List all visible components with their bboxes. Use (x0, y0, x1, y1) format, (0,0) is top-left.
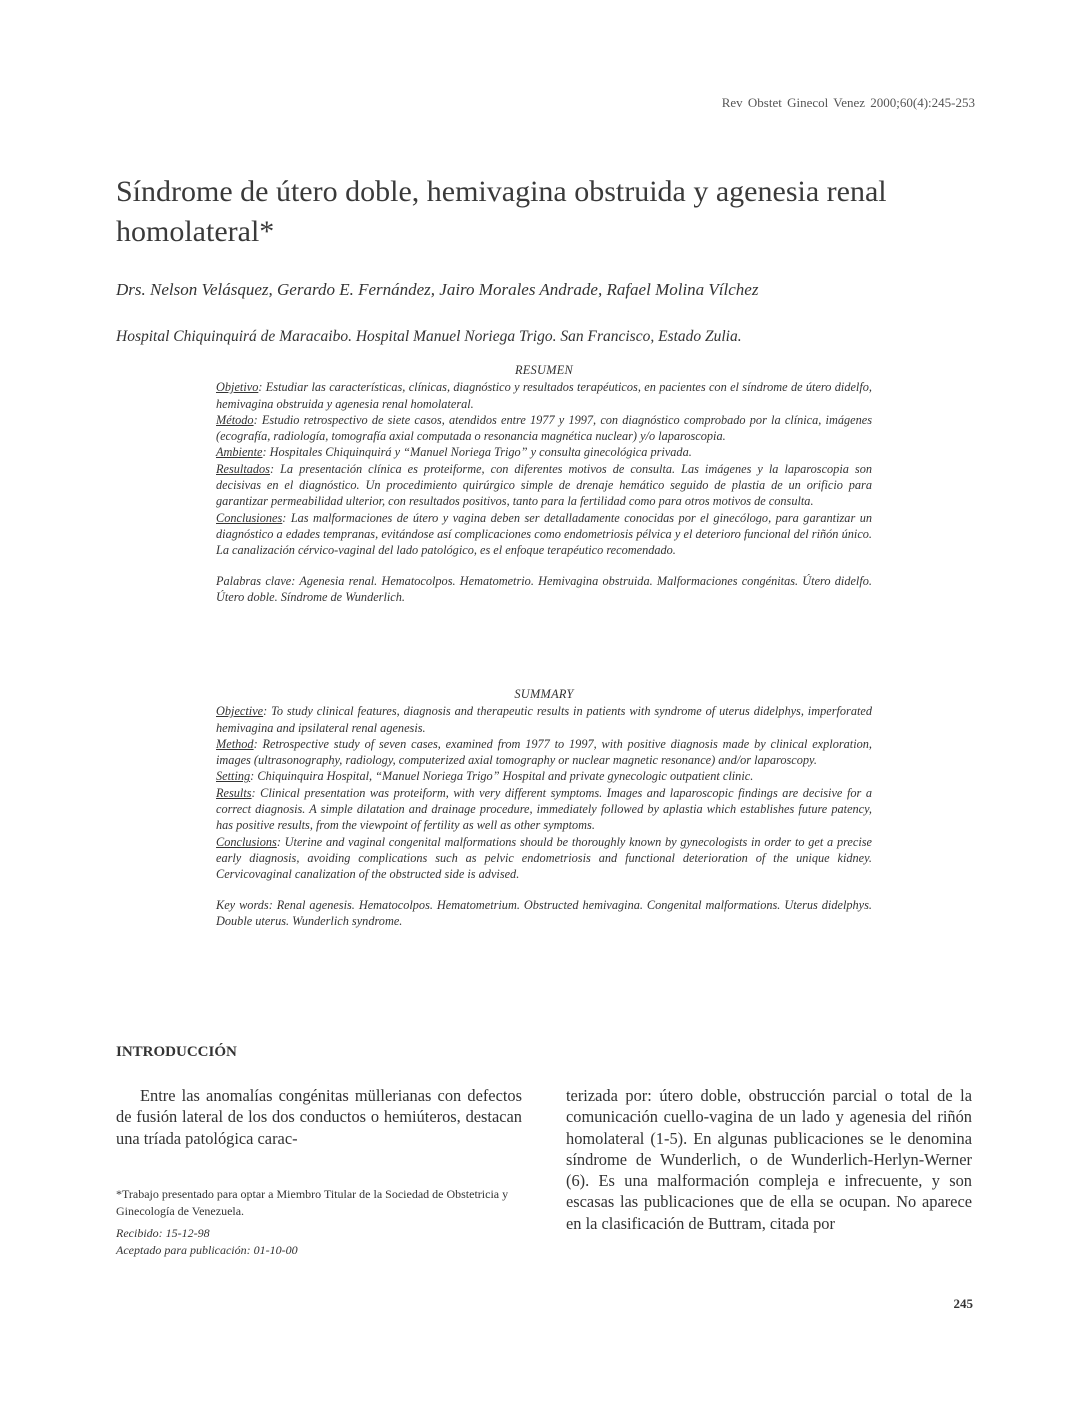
results-text: : Clinical presentation was proteiform, with very different symptoms. Images and laparoscopic findings are decisive for a correct diagnosis. A simple dilatation and drainage procedure, immediately followed by aplastia which establishes future patency, has positive results, from the viewpoint of fertility as well as other symptoms. (216, 785, 872, 833)
footnotes (116, 1186, 522, 1258)
ambiente-text: : Hospitales Chiquinquirá y “Manuel Noriega Trigo” y consulta ginecológica privada. (262, 445, 692, 460)
objetivo-label: Objetivo (216, 380, 259, 395)
palabras-clave: Palabras clave: Agenesia renal. Hematocolpos. Hematometrio. Hemivagina obstruida. Malformaciones congénitas. Útero didelfo. Útero doble. Síndrome de Wunderlich. (216, 573, 872, 604)
summary-setting (216, 768, 872, 784)
affiliation: Hospital Chiquinquirá de Maracaibo. Hospital Manuel Noriega Trigo. San Francisco, Estado Zulia. (116, 328, 742, 345)
conclusiones-label: Conclusiones (216, 510, 283, 525)
method-text: : Retrospective study of seven cases, examined from 1977 to 1997, with positive diagnosis made by clinical exploration, images (ultrasonography, radiology, computerized axial tomography or nuclear magnetic resonance) and/or laparoscopy. (216, 736, 872, 768)
intro-paragraph-right: terizada por: útero doble, obstrucción parcial o total de la comunicación cuello-vagina de un lado y agenesia del riñón homolateral (1-5). En algunas publicaciones se le denomina síndrome de Wunderlich, o de Wunderlich-Herlyn-Werner (6). Es una malformación compleja e infrecuente, y son escasas las publicaciones que de ella se ocupan. No aparece en la clasificación de Buttram, citada por (566, 1086, 972, 1233)
section-heading-introduccion: INTRODUCCIÓN (116, 1044, 237, 1060)
body-column-left (116, 1085, 522, 1149)
resultados-label: Resultados (216, 461, 270, 476)
key-words: Key words: Renal agenesis. Hematocolpos. Hematometrium. Obstructed hemivagina. Congenital malformations. Uterus didelphys. Double uterus. Wunderlich syndrome. (216, 897, 872, 928)
objective-text: : To study clinical features, diagnosis and therapeutic results in patients with syndrome of uterus didelphys, imperforated hemivagina and ipsilateral renal agenesis. (216, 704, 872, 735)
conclusions-text: : Uterine and vaginal congenital malformations should be thoroughly known by gynecologists in order to get a precise early diagnosis, avoiding complications such as pelvic endometriosis and functional deterioration of the unique kidney. Cervicovaginal canalization of the obstructed side is advised. (216, 834, 872, 882)
resumen-conclusiones (216, 510, 872, 559)
summary-conclusions (216, 834, 872, 883)
resumen-resultados (216, 461, 872, 510)
resumen-objetivo (216, 379, 872, 412)
summary-results (216, 785, 872, 834)
resumen-ambiente (216, 444, 872, 460)
footnote-trabajo: *Trabajo presentado para optar a Miembro Titular de la Sociedad de Obstetricia y Ginecología de Venezuela. (116, 1187, 509, 1218)
setting-label: Setting (216, 769, 251, 784)
method-label: Method (216, 736, 254, 751)
article-title: Síndrome de útero doble, hemivagina obstruida y agenesia renal homolateral* (116, 175, 887, 248)
resumen-metodo (216, 412, 872, 445)
resumen-abstract (216, 362, 872, 605)
date-recibido: Recibido: 15-12-98 (116, 1226, 210, 1240)
journal-reference: Rev Obstet Ginecol Venez 2000;60(4):245-253 (721, 95, 975, 110)
summary-heading: SUMMARY (514, 687, 574, 701)
conclusions-label: Conclusions (216, 834, 277, 849)
results-label: Results (216, 785, 252, 800)
date-aceptado: Aceptado para publicación: 01-10-00 (116, 1242, 298, 1257)
resultados-text: : La presentación clínica es proteiforme, con diferentes motivos de consulta. Las imágenes y la laparoscopia son decisivas en el diagnóstico. Un procedimiento quirúrgico simple de drenaje hemático seguido de plastia de un orificio para garantizar permeabilidad ulterior, con resultados positivos, tanto para la fertilidad como para otros motivos de consulta. (216, 461, 872, 509)
resumen-heading: RESUMEN (514, 363, 574, 377)
summary-abstract (216, 686, 872, 929)
metodo-label: Método (216, 412, 254, 427)
body-column-right (566, 1085, 972, 1234)
objective-label: Objective (216, 704, 264, 719)
summary-method (216, 736, 872, 769)
intro-paragraph-left: Entre las anomalías congénitas müllerianas con defectos de fusión lateral de los dos conductos o hemiúteros, destacan una tríada patológica carac- (116, 1086, 522, 1148)
metodo-text: : Estudio retrospectivo de siete casos, atendidos entre 1977 y 1997, con diagnóstico comprobado por la clínica, imágenes (ecografía, radiología, tomografía axial computada o resonancia magnética nuclear) y/o laparoscopia. (216, 412, 872, 444)
conclusiones-text: : Las malformaciones de útero y vagina deben ser detalladamente conocidas por el ginecólogo, para garantizar un diagnóstico a edades tempranas, evitándose así complicaciones como endometriosis pélvica y el deterioro funcional del riñón único. La canalización cérvico-vaginal del lado patológico, es el enfoque terapéutico recomendado. (216, 510, 872, 558)
setting-text: : Chiquinquira Hospital, “Manuel Noriega Trigo” Hospital and private gynecologic outpatient clinic. (250, 769, 754, 784)
page-number: 245 (953, 1296, 973, 1311)
summary-objective (216, 703, 872, 736)
ambiente-label: Ambiente (216, 445, 263, 460)
authors: Drs. Nelson Velásquez, Gerardo E. Fernández, Jairo Morales Andrade, Rafael Molina Vílchez (116, 280, 759, 299)
objetivo-text: : Estudiar las características, clínicas, diagnóstico y resultados terapéuticos, en pacientes con el síndrome de útero didelfo, hemivagina obstruida y agenesia renal homolateral. (216, 380, 872, 411)
